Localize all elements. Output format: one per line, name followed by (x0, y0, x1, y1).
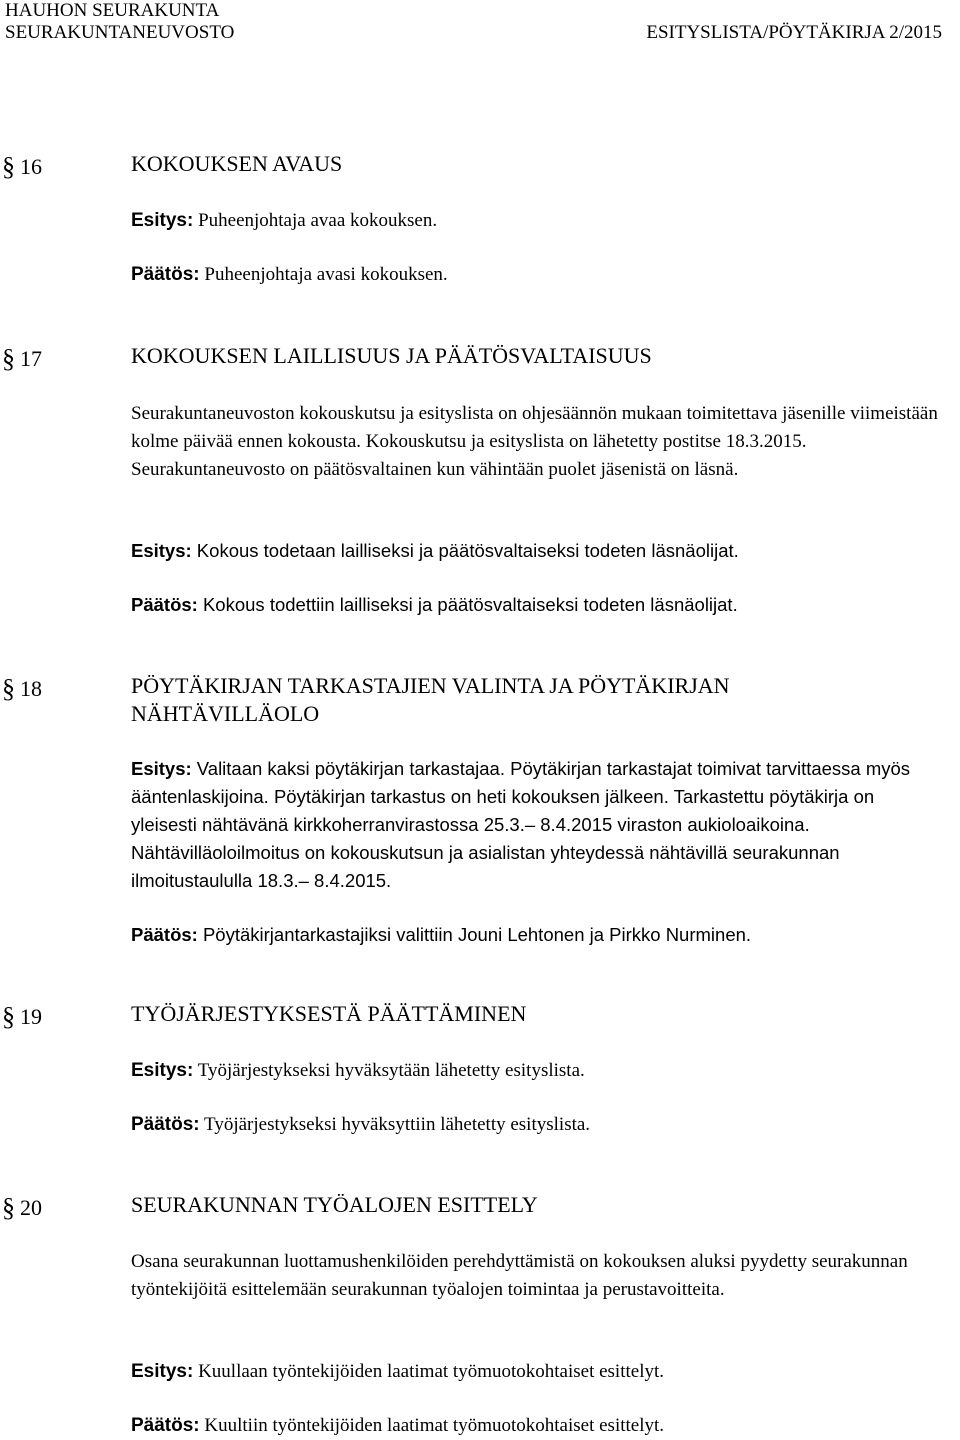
page-header (5, 0, 942, 44)
section-heading (0, 150, 960, 184)
paragraph-mark: § (2, 152, 15, 181)
section-16 (0, 150, 960, 184)
paatos-paragraph (131, 591, 920, 619)
section-18 (0, 672, 960, 726)
header-body: SEURAKUNTANEUVOSTO (5, 22, 235, 43)
esitys-paragraph (131, 1358, 920, 1386)
section-number: 19 (20, 1004, 42, 1029)
paatos-paragraph (131, 1412, 920, 1440)
paatos-text: Kokous todettiin lailliseksi ja päätösvaltaiseksi todeten läsnäolijat. (197, 594, 738, 615)
esitys-label: Esitys: (131, 540, 192, 561)
section-title: KOKOUKSEN LAILLISUUS JA PÄÄTÖSVALTAISUUS (131, 343, 652, 368)
esitys-text: Kokous todetaan lailliseksi ja päätösvaltaiseksi todeten läsnäolijat. (191, 540, 739, 561)
section-body: Seurakuntaneuvoston kokouskutsu ja esityslista on ohjesäännön mukaan toimitettava jäsenille viimeistään kolme päivää ennen kokousta. Kokouskutsu ja esityslista on lähetetty postitse 18.3.2015. Seurakuntaneuvosto on päätösvaltainen kun vähintään puolet jäsenistä on läsnä. (131, 403, 938, 480)
section-heading (0, 1000, 960, 1034)
paatos-text: Pöytäkirjantarkastajiksi valittiin Jouni Lehtonen ja Pirkko Nurminen. (197, 924, 752, 945)
paragraph-mark: § (2, 674, 15, 703)
section-17 (0, 342, 960, 376)
section-number: 17 (20, 346, 42, 371)
header-doc: ESITYSLISTA/PÖYTÄKIRJA 2/2015 (646, 22, 942, 43)
section-heading (0, 1191, 960, 1225)
esitys-text: Valitaan kaksi pöytäkirjan tarkastajaa. Pöytäkirjan tarkastajat toimivat tarvittaessa myös ääntenlaskijoina. Pöytäkirjan tarkastus on heti kokouksen jälkeen. Tarkastettu pöytäkirja on yleisesti nähtävänä kirkkoherranvirastossa 25.3.– 8.4.2015 viraston aukioloaikoina. Nähtävilläoloilmoitus on kokouskutsun ja asialistan yhteydessä nähtävillä seurakunnan ilmoitustaululla 18.3.– 8.4.2015. (131, 758, 911, 891)
section-title: PÖYTÄKIRJAN TARKASTAJIEN VALINTA JA PÖYTÄKIRJAN NÄHTÄVILLÄOLO (131, 673, 730, 726)
section-20 (0, 1191, 960, 1225)
paatos-text: Työjärjestykseksi hyväksyttiin lähetetty esityslista. (199, 1114, 591, 1135)
section-title: TYÖJÄRJESTYKSESTÄ PÄÄTTÄMINEN (131, 1001, 527, 1026)
esitys-label: Esitys: (131, 210, 194, 231)
header-org: HAUHON SEURAKUNTA (5, 0, 220, 21)
paragraph-mark: § (2, 344, 15, 373)
paatos-label: Päätös: (131, 924, 198, 945)
section-heading (0, 672, 960, 726)
esitys-paragraph (131, 207, 920, 235)
section-title: KOKOUKSEN AVAUS (131, 151, 343, 176)
esitys-label: Esitys: (131, 1361, 194, 1382)
paatos-paragraph (131, 921, 920, 949)
esitys-text: Puheenjohtaja avaa kokouksen. (193, 210, 438, 231)
paatos-paragraph (131, 1111, 920, 1139)
section-number: 16 (20, 154, 42, 179)
esitys-text: Työjärjestykseksi hyväksytään lähetetty esityslista. (193, 1060, 585, 1081)
section-heading (0, 342, 960, 376)
section-number: 20 (20, 1195, 42, 1220)
paatos-text: Puheenjohtaja avasi kokouksen. (199, 264, 448, 285)
paragraph-mark: § (2, 1193, 15, 1222)
paatos-paragraph (131, 261, 920, 289)
paatos-label: Päätös: (131, 264, 200, 285)
section-title: SEURAKUNNAN TYÖALOJEN ESITTELY (131, 1192, 538, 1217)
paatos-label: Päätös: (131, 1114, 200, 1135)
esitys-label: Esitys: (131, 758, 192, 779)
esitys-paragraph (131, 1057, 920, 1085)
section-body: Osana seurakunnan luottamushenkilöiden perehdyttämistä on kokouksen aluksi pyydetty seurakunnan työntekijöitä esittelemään seurakunnan työalojen toimintaa ja perustavoitteita. (131, 1251, 908, 1300)
paatos-text: Kuultiin työntekijöiden laatimat työmuotokohtaiset esittelyt. (199, 1415, 665, 1436)
esitys-paragraph (131, 537, 920, 565)
section-number: 18 (20, 676, 42, 701)
paragraph-mark: § (2, 1002, 15, 1031)
section-19 (0, 1000, 960, 1034)
paatos-label: Päätös: (131, 594, 198, 615)
paatos-label: Päätös: (131, 1415, 200, 1436)
esitys-text: Kuullaan työntekijöiden laatimat työmuotokohtaiset esittelyt. (193, 1361, 664, 1382)
esitys-paragraph (131, 755, 938, 895)
esitys-label: Esitys: (131, 1060, 194, 1081)
